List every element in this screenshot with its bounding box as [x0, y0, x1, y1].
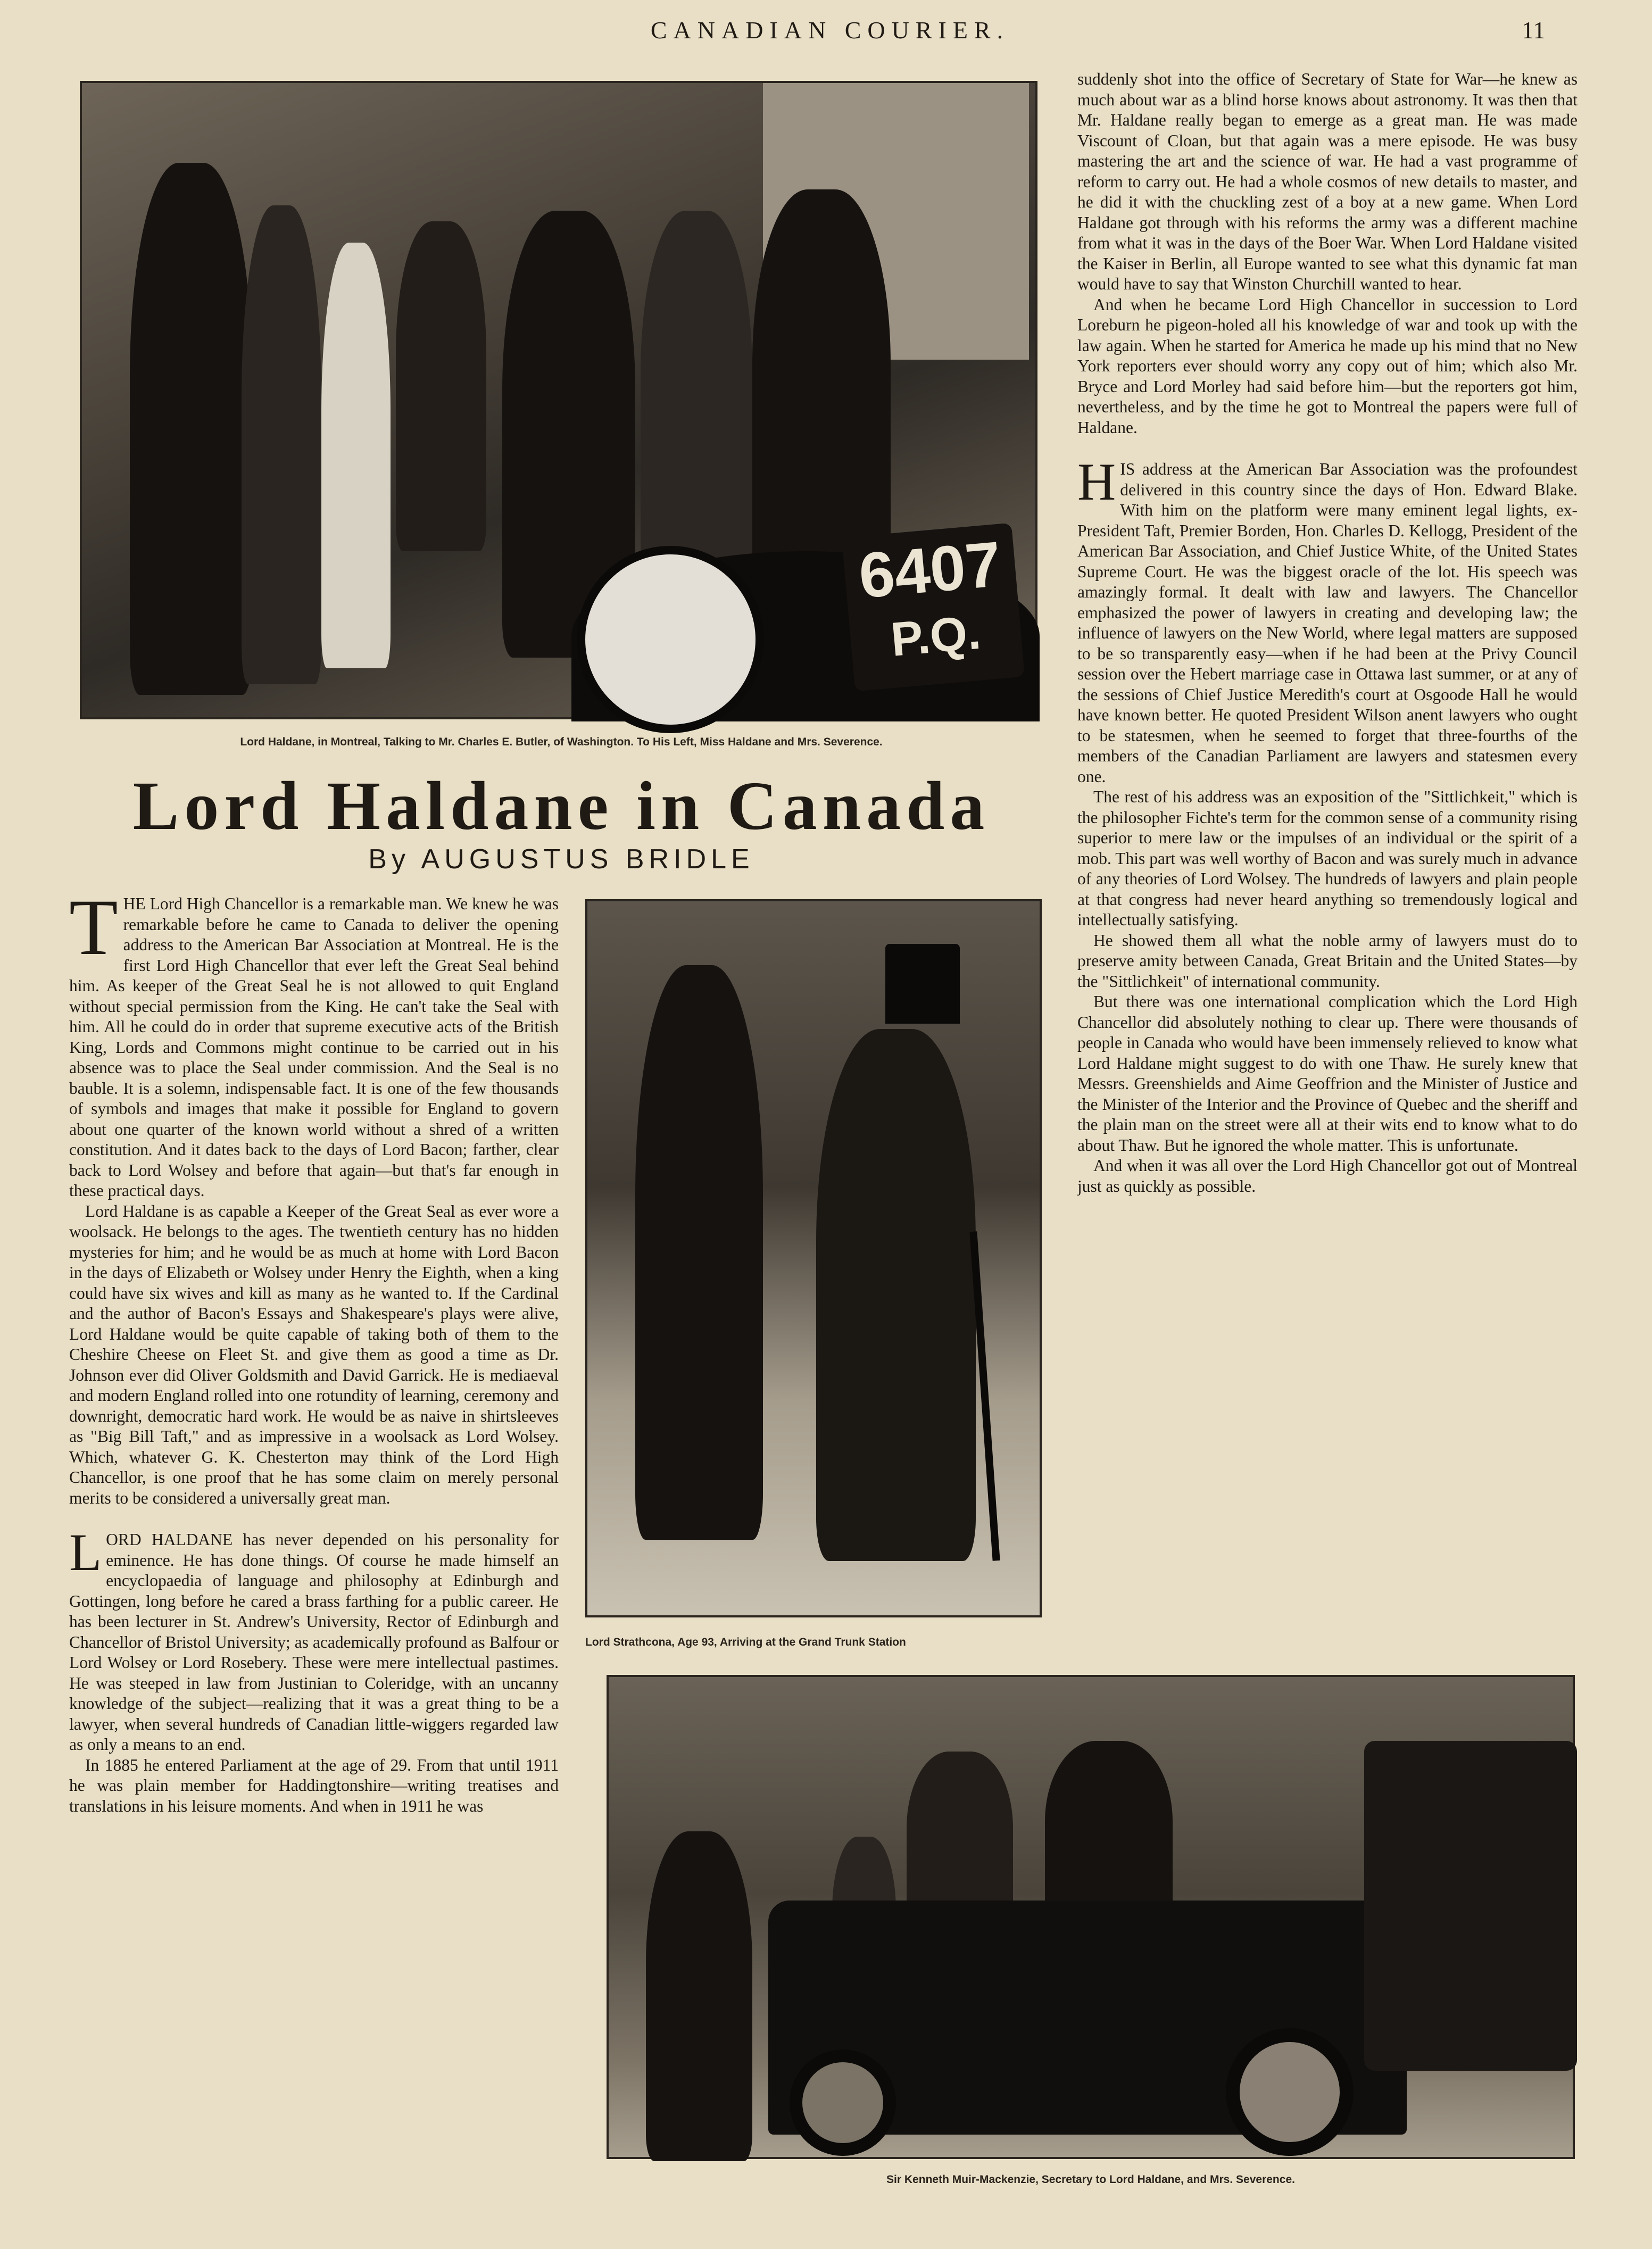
- drop-cap: T: [69, 894, 118, 972]
- left-paragraph-1: THE Lord High Chancellor is a remarkable man. We knew he was remarkable before he came to Canada to deliver the opening address to the American Bar Association at Montreal. He is the first Lord High Chancellor that ever left the Great Seal behind him. As keeper of the Great Seal he is not allowed to quit England without special permission from the King. He can't take the Seal with him. All he could do in order that supreme executive acts of the British King, Lords and Commons might continue to be carried out in his absence was to place the Seal under commission. And the Seal is no bauble. It is a solemn, indispensable fact. It is one of the few thousands of symbols and images that make it possible for England to govern about one quarter of the known world without a shred of a written constitution. And it dates back to the days of Lord Bacon; farther, clear back to Lord Wolsey and before that again—but that's far enough in these practical days.: [69, 894, 559, 1200]
- article-title: Lord Haldane in Canada: [132, 768, 990, 844]
- top-hat-icon: [885, 944, 960, 1024]
- right-paragraph-6: But there was one international complication which the Lord High Chancellor did absolutely nothing to clear up. There were thousands of people in Canada who would have been immensely relieved to know what Lord Haldane might suggest to do with one Thaw. He surely knew that Messrs. Greenshields and Aime Geoffrion and the Minister of Justice and the Minister of the Interior and the Province of Quebec and the sheriff and the plain man on the street were all at their wits end to know what to do about Thaw. But he ignored the whole matter. This is unfortunate.: [1077, 992, 1578, 1155]
- license-plate: [842, 523, 1025, 692]
- bottom-photo: [607, 1675, 1575, 2159]
- wheel-icon: [1226, 2028, 1354, 2156]
- left-paragraph-2: Lord Haldane is as capable a Keeper of the Great Seal as ever wore a woolsack. He belongs to the ages. The twentieth century has no hidden mysteries for him; and he would be as much at home with Lord Bacon in the days of Elizabeth or Wolsey under Henry the Eighth, when a king could have six wives and kill as many as he wanted to. If the Cardinal and the author of Bacon's Essays and Shakespeare's plays were alive, Lord Haldane would be quite capable of taking both of them to the Cheshire Cheese on Fleet St. and give them as good a time as Dr. Johnson ever did Oliver Goldsmith and David Garrick. He is mediaeval and modern England rolled into one rotundity of learning, ceremony and downright, democratic hard work. He would be as naive in shirtsleeves as "Big Bill Taft," and as impressive in a woolsack as Lord Wolsey. Which, whatever G. K. Chesterton may think of the Lord High Chancellor, is one proof that he has some claim on merely personal merits to be considered a universally great man.: [69, 1201, 559, 1507]
- headlamp-icon: [577, 546, 764, 733]
- article-byline: By AUGUSTUS BRIDLE: [368, 844, 754, 875]
- right-paragraph-2: And when he became Lord High Chancellor in succession to Lord Loreburn he pigeon-holed all his knowledge of war and took up with the law again. When he started for America he made up his mind that no New York reporters ever should worry any copy out of him; which also Mr. Bryce and Lord Morley had said before him—but the reporters got him, nevertheless, and by the time he got to Montreal the papers were full of Haldane.: [1077, 295, 1578, 437]
- wheel-icon: [790, 2049, 896, 2156]
- license-plate-letters: P.Q.: [889, 605, 983, 667]
- middle-photo: [585, 899, 1042, 1617]
- left-paragraph-4: In 1885 he entered Parliament at the age of 29. From that until 1911 he was plain member for Haddingtonshire—writing treatises and translations in his leisure moments. And when in 1911 he was: [69, 1755, 559, 1815]
- left-paragraph-3: LORD HALDANE has never depended on his personality for eminence. He has done things. Of course he made himself an encyclopaedia of language and philosophy at Edinburgh and Gottingen, long before he cared a brass farthing for a public career. He has been lecturer in St. Andrew's University, Rector of Edinburgh and Chancellor of Bristol University; as academically profound as Balfour or Lord Wolsey or Lord Rosebery. These were mere intellectual pastimes. He was steeped in law from Justinian to Coleridge, with an uncanny knowledge of the subject—realizing that it was a great thing to be a lawyer, when several hundreds of Canadian little-wiggers regarded law as only a means to an end.: [69, 1523, 559, 1754]
- publication-header: CANADIAN COURIER.: [650, 16, 1010, 44]
- drop-cap: H: [1077, 452, 1116, 511]
- right-paragraph-1: suddenly shot into the office of Secretary of State for War—he knew as much about war as a blind horse knows about astronomy. It was then that Mr. Haldane really began to emerge as a great man. He was made Viscount of Cloan, but that again was a mere episode. He was busy mastering the art and the science of war. He had a vast programme of reform to carry out. He had a whole cosmos of new details to master, and he did it with the chuckling zest of a boy at a new game. When Lord Haldane got through with his reforms the army was a different machine from what it was in the days of the Boer War. When Lord Haldane visited the Kaiser in Berlin, all Europe wanted to see what this dynamic fat man would have to say that Winston Churchill wanted to hear.: [1077, 70, 1578, 293]
- left-column: [69, 894, 559, 2235]
- middle-photo-caption: Lord Strathcona, Age 93, Arriving at the Grand Trunk Station: [585, 1636, 906, 1648]
- page-number: 11: [1522, 16, 1546, 44]
- license-plate-number: 6407: [856, 528, 1004, 612]
- right-paragraph-7: And when it was all over the Lord High Chancellor got out of Montreal just as quickly as possible.: [1077, 1156, 1578, 1196]
- right-paragraph-5: He showed them all what the noble army of lawyers must do to preserve amity between Canada, Great Britain and the United States—by the "Sittlichkeit" of international community.: [1077, 931, 1578, 991]
- drop-cap: L: [69, 1523, 102, 1582]
- top-photo: [80, 81, 1037, 719]
- right-column: [1077, 69, 1578, 1655]
- top-photo-caption: Lord Haldane, in Montreal, Talking to Mr. Charles E. Butler, of Washington. To His Left, Miss Haldane and Mrs. Severence.: [240, 736, 883, 748]
- right-paragraph-4: The rest of his address was an exposition of the "Sittlichkeit," which is the philosopher Fichte's term for the common sense of a community rising superior to mere law or the impulses of an individual or the spirit of a mob. This part was well worthy of Bacon and was surely much in advance of any theories of Lord Wolsey. The hundreds of lawyers and plain people at that congress had never heard anything so tremendously logical and intellectually satisfying.: [1077, 787, 1578, 929]
- bottom-photo-caption: Sir Kenneth Muir-Mackenzie, Secretary to Lord Haldane, and Mrs. Severence.: [886, 2173, 1295, 2186]
- right-paragraph-3: HIS address at the American Bar Association was the profoundest delivered in this country since the days of Hon. Edward Blake. With him on the platform were many eminent legal lights, ex-President Taft, Premier Borden, Hon. Charles D. Kellogg, President of the American Bar Association, and Chief Justice White, of the United States Supreme Court. He was the biggest oracle of the lot. His speech was amazingly formal. It dealt with law and lawyers. The Chancellor emphasized the power of lawyers in creating and developing law; the influence of lawyers on the New World, where legal matters are supposed to be so transparently easy—when if he had been at the Privy Council session over the Hebert marriage case in Ottawa last summer, or at any of the sessions of Chief Justice Meredith's court at Osgoode Hall he would have known better. He quoted President Wilson anent lawyers who ought to be statesmen, when he seemed to forget that three-fourths of the members of the Canadian Parliament are lawyers and statesmen every one.: [1077, 452, 1578, 786]
